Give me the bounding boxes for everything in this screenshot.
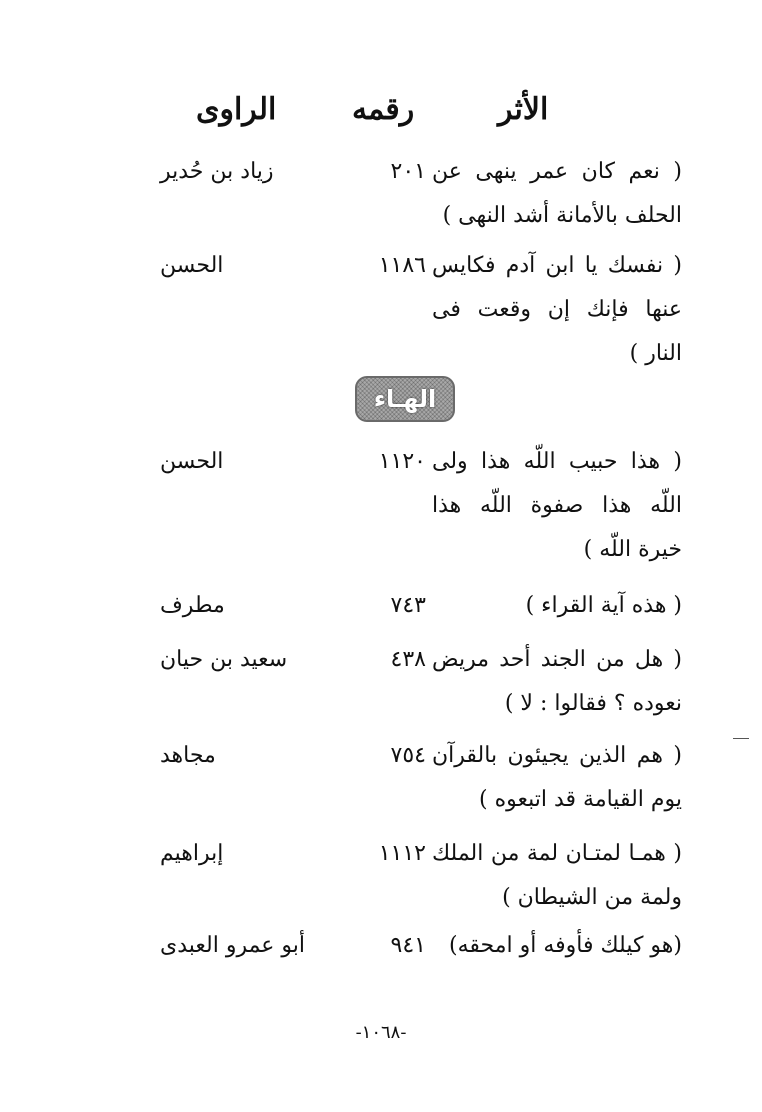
athar-text: ( هذه آية القراء ) xyxy=(525,593,682,618)
narrator-name xyxy=(160,734,340,778)
athar-number: ٧٥٤ xyxy=(390,743,426,768)
narrator-name xyxy=(160,638,340,682)
narrator-label: سعيد بن حيان xyxy=(160,647,288,672)
narrator-label: الحسن xyxy=(160,449,224,474)
narrator-name xyxy=(160,150,340,194)
narrator-name xyxy=(160,440,340,484)
section-letter-badge xyxy=(355,376,455,422)
athar-text: ( هذا حبيب اللّه هذا ولى اللّه هذا صفوة اللّه هذا خيرة اللّه ) xyxy=(432,449,682,562)
athar-number: ١١٢٠ xyxy=(378,449,426,474)
athar-text: ( هم الذين يجيئون بالقرآن يوم القيامة قد اتبعوه ) xyxy=(432,743,682,812)
margin-mark xyxy=(733,738,749,739)
athar-number: ١١١٢ xyxy=(378,841,426,866)
athar-number: ٧٤٣ xyxy=(390,593,426,618)
athar-text: ( نعم كان عمر ينهى عن الحلف بالأمانة أشد النهى ) xyxy=(432,159,682,228)
narrator-label: الحسن xyxy=(160,253,224,278)
athar-number: ٩٤١ xyxy=(390,933,426,958)
narrator-label: زياد بن حُدير xyxy=(160,159,274,184)
narrator-label: أبو عمرو العبدى xyxy=(160,933,306,958)
table-header xyxy=(0,92,762,136)
section-letter: الهـاء xyxy=(373,385,437,413)
athar-number: ٤٣٨ xyxy=(390,647,426,672)
narrator-label: إبراهيم xyxy=(160,841,224,866)
narrator-name xyxy=(160,832,340,876)
header-athar: الأثر xyxy=(498,92,549,127)
narrator-label: مجاهد xyxy=(160,743,216,768)
page-number: -١٠٦٨- xyxy=(355,1022,407,1043)
header-number: رقمه xyxy=(352,92,415,127)
athar-text: ( نفسك يا ابن آدم فكايس عنها فإنك إن وقعت فى النار ) xyxy=(432,253,682,366)
athar-number: ١١٨٦ xyxy=(378,253,426,278)
header-narrator: الراوى xyxy=(196,92,277,127)
narrator-name xyxy=(160,924,340,968)
athar-number: ٢٠١ xyxy=(390,159,426,184)
athar-text: ( هل من الجند أحد مريض نعوده ؟ فقالوا : لا ) xyxy=(432,647,682,716)
athar-text: (هو كيلك فأوفه أو امحقه) xyxy=(449,933,682,958)
narrator-name xyxy=(160,244,340,288)
narrator-label: مطرف xyxy=(160,593,225,618)
narrator-name xyxy=(160,584,340,628)
athar-text: ( همـا لمتـان لمة من الملك ولمة من الشيطان ) xyxy=(432,841,682,910)
